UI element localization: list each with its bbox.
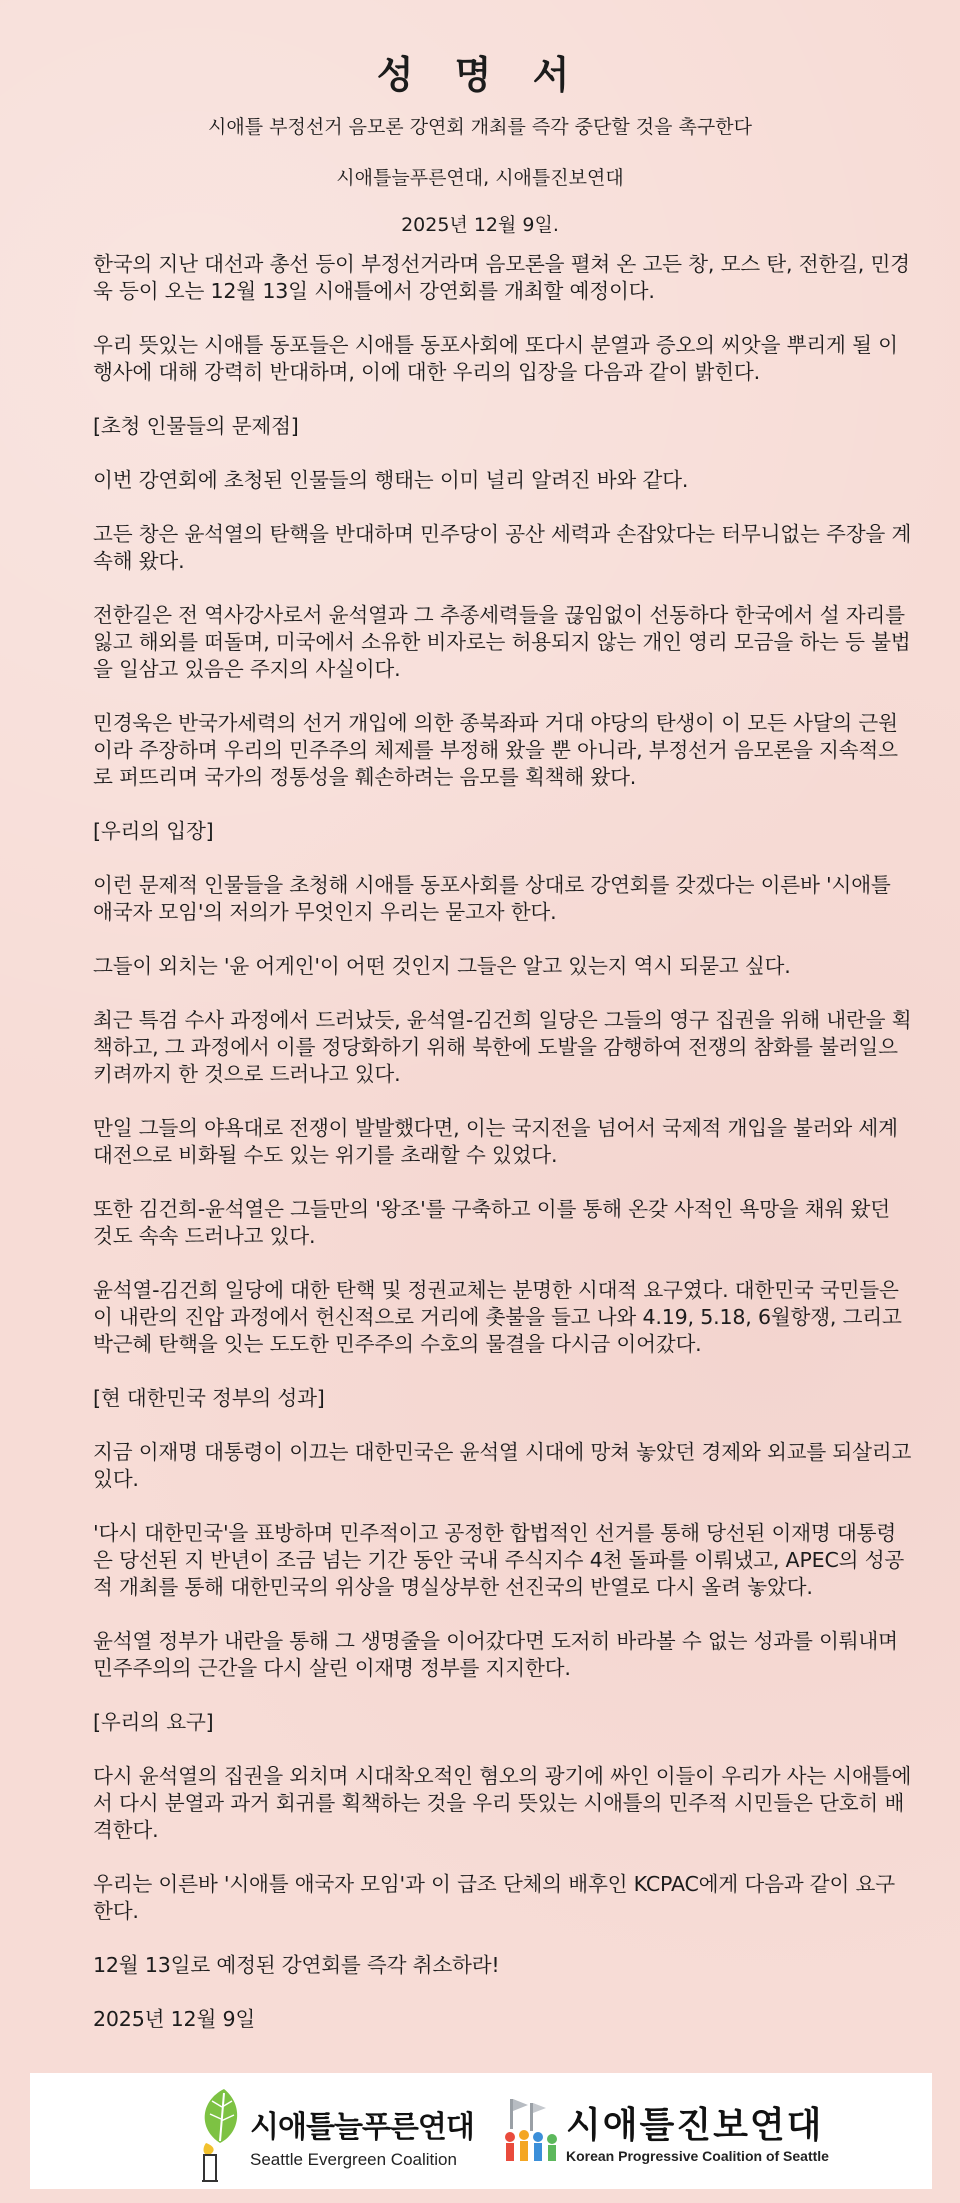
page-title: 성 명 서 — [376, 53, 584, 97]
paragraph: 또한 김건희-윤석열은 그들만의 '왕조'를 구축하고 이를 통해 온갖 사적인 욕망을 채워 왔던 것도 속속 드러나고 있다. — [93, 1197, 890, 1248]
paragraph: 우리 뜻있는 시애틀 동포들은 시애틀 동포사회에 또다시 분열과 증오의 씨앗을 뿌리게 될 이 행사에 대해 강력히 반대하며, 이에 대한 우리의 입장을 다음과 같이 밝힌다. — [93, 333, 898, 384]
paragraph: 최근 특검 수사 과정에서 드러났듯, 윤석열-김건희 일당은 그들의 영구 집권을 위해 내란을 획책하고, 그 과정에서 이를 정당화하기 위해 북한에 도발을 감행하여 전쟁의 참화를 불러일으키려까지 한 것으로 드러나고 있다. — [93, 1008, 912, 1086]
logo2-english: Korean Progressive Coalition of Seattle — [566, 2148, 829, 2164]
subtitle: 시애틀 부정선거 음모론 강연회 개최를 즉각 중단할 것을 촉구한다 — [208, 116, 752, 138]
paragraph: 윤석열-김건희 일당에 대한 탄핵 및 정권교체는 분명한 시대적 요구였다. 대한민국 국민들은 이 내란의 진압 과정에서 헌신적으로 거리에 촛불을 들고 나와 4.19, 5.18, 6월항쟁, 그리고 박근혜 탄핵을 잇는 도도한 민주주의 수호의 물결을 다시금 이어갔다. — [93, 1278, 902, 1356]
paragraph: 이런 문제적 인물들을 초청해 시애틀 동포사회를 상대로 강연회를 갖겠다는 이른바 '시애틀 애국자 모임'의 저의가 무엇인지 우리는 묻고자 한다. — [93, 873, 891, 924]
footer-logos — [30, 2073, 932, 2189]
paragraph: 그들이 외치는 '윤 어게인'이 어떤 것인지 그들은 알고 있는지 역시 되묻고 싶다. — [93, 954, 791, 978]
paragraph: 전한길은 전 역사강사로서 윤석열과 그 추종세력들을 끊임없이 선동하다 한국에서 설 자리를 잃고 해외를 떠돌며, 미국에서 소유한 비자로는 허용되지 않는 개인 영리 모금을 하는 등 불법을 일삼고 있음은 주지의 사실이다. — [93, 603, 911, 681]
paragraph: 한국의 지난 대선과 총선 등이 부정선거라며 음모론을 펼쳐 온 고든 창, 모스 탄, 전한길, 민경욱 등이 오는 12월 13일 시애틀에서 강연회를 개최할 예정이다. — [93, 252, 910, 303]
paragraph: 이번 강연회에 초청된 인물들의 행태는 이미 널리 알려진 바와 같다. — [93, 468, 689, 492]
paragraph: '다시 대한민국'을 표방하며 민주적이고 공정한 합법적인 선거를 통해 당선된 이재명 대통령은 당선된 지 반년이 조금 넘는 기간 동안 국내 주식지수 4천 돌파를 이뤄냈고, APEC의 성공적 개최를 통해 대한민국의 위상을 명실상부한 선진국의 반열로 다시 올려 놓았다. — [93, 1521, 905, 1599]
paragraph: 고든 창은 윤석열의 탄핵을 반대하며 민주당이 공산 세력과 손잡았다는 터무니없는 주장을 계속해 왔다. — [93, 522, 912, 573]
logo1-english: Seattle Evergreen Coalition — [250, 2150, 457, 2169]
closing-date: 2025년 12월 9일 — [93, 2007, 256, 2031]
paragraph: 민경욱은 반국가세력의 선거 개입에 의한 종북좌파 거대 야당의 탄생이 이 모든 사달의 근원이라 주장하며 우리의 민주주의 체제를 부정해 왔을 뿐 아니라, 부정선거 음모론을 지속적으로 퍼뜨리며 국가의 정통성을 훼손하려는 음모를 획책해 왔다. — [93, 711, 898, 789]
section-heading: [초청 인물들의 문제점] — [93, 414, 299, 438]
section-heading: [우리의 입장] — [93, 819, 214, 843]
paragraph: 지금 이재명 대통령이 이끄는 대한민국은 윤석열 시대에 망쳐 놓았던 경제와 외교를 되살리고 있다. — [93, 1440, 912, 1491]
logo1-korean: 시애틀늘푸른연대 — [250, 2110, 474, 2145]
demand-line: 12월 13일로 예정된 강연회를 즉각 취소하라! — [93, 1953, 500, 1977]
paragraph: 우리는 이른바 '시애틀 애국자 모임'과 이 급조 단체의 배후인 KCPAC에게 다음과 같이 요구한다. — [93, 1872, 895, 1923]
statement-date: 2025년 12월 9일. — [401, 214, 559, 236]
organizations-line: 시애틀늘푸른연대, 시애틀진보연대 — [336, 167, 624, 189]
korean-progressive-coalition-logo — [500, 2093, 860, 2173]
statement-body — [93, 251, 913, 2060]
logo2-korean: 시애틀진보연대 — [566, 2105, 824, 2146]
paragraph: 다시 윤석열의 집권을 외치며 시대착오적인 혐오의 광기에 싸인 이들이 우리가 사는 시애틀에서 다시 분열과 과거 회귀를 획책하는 것을 우리 뜻있는 시애틀의 민주적 시민들은 단호히 배격한다. — [93, 1764, 912, 1842]
leaf-candle-icon — [202, 2089, 237, 2181]
paragraph: 만일 그들의 야욕대로 전쟁이 발발했다면, 이는 국지전을 넘어서 국제적 개입을 불러와 세계대전으로 비화될 수도 있는 위기를 초래할 수 있었다. — [93, 1116, 898, 1167]
seattle-evergreen-coalition-logo — [190, 2081, 480, 2185]
section-heading: [우리의 요구] — [93, 1710, 214, 1734]
section-heading: [현 대한민국 정부의 성과] — [93, 1386, 325, 1410]
paragraph: 윤석열 정부가 내란을 통해 그 생명줄을 이어갔다면 도저히 바라볼 수 없는 성과를 이뤄내며 민주주의의 근간을 다시 살린 이재명 정부를 지지한다. — [93, 1629, 898, 1680]
people-with-flags-icon — [505, 2099, 557, 2161]
